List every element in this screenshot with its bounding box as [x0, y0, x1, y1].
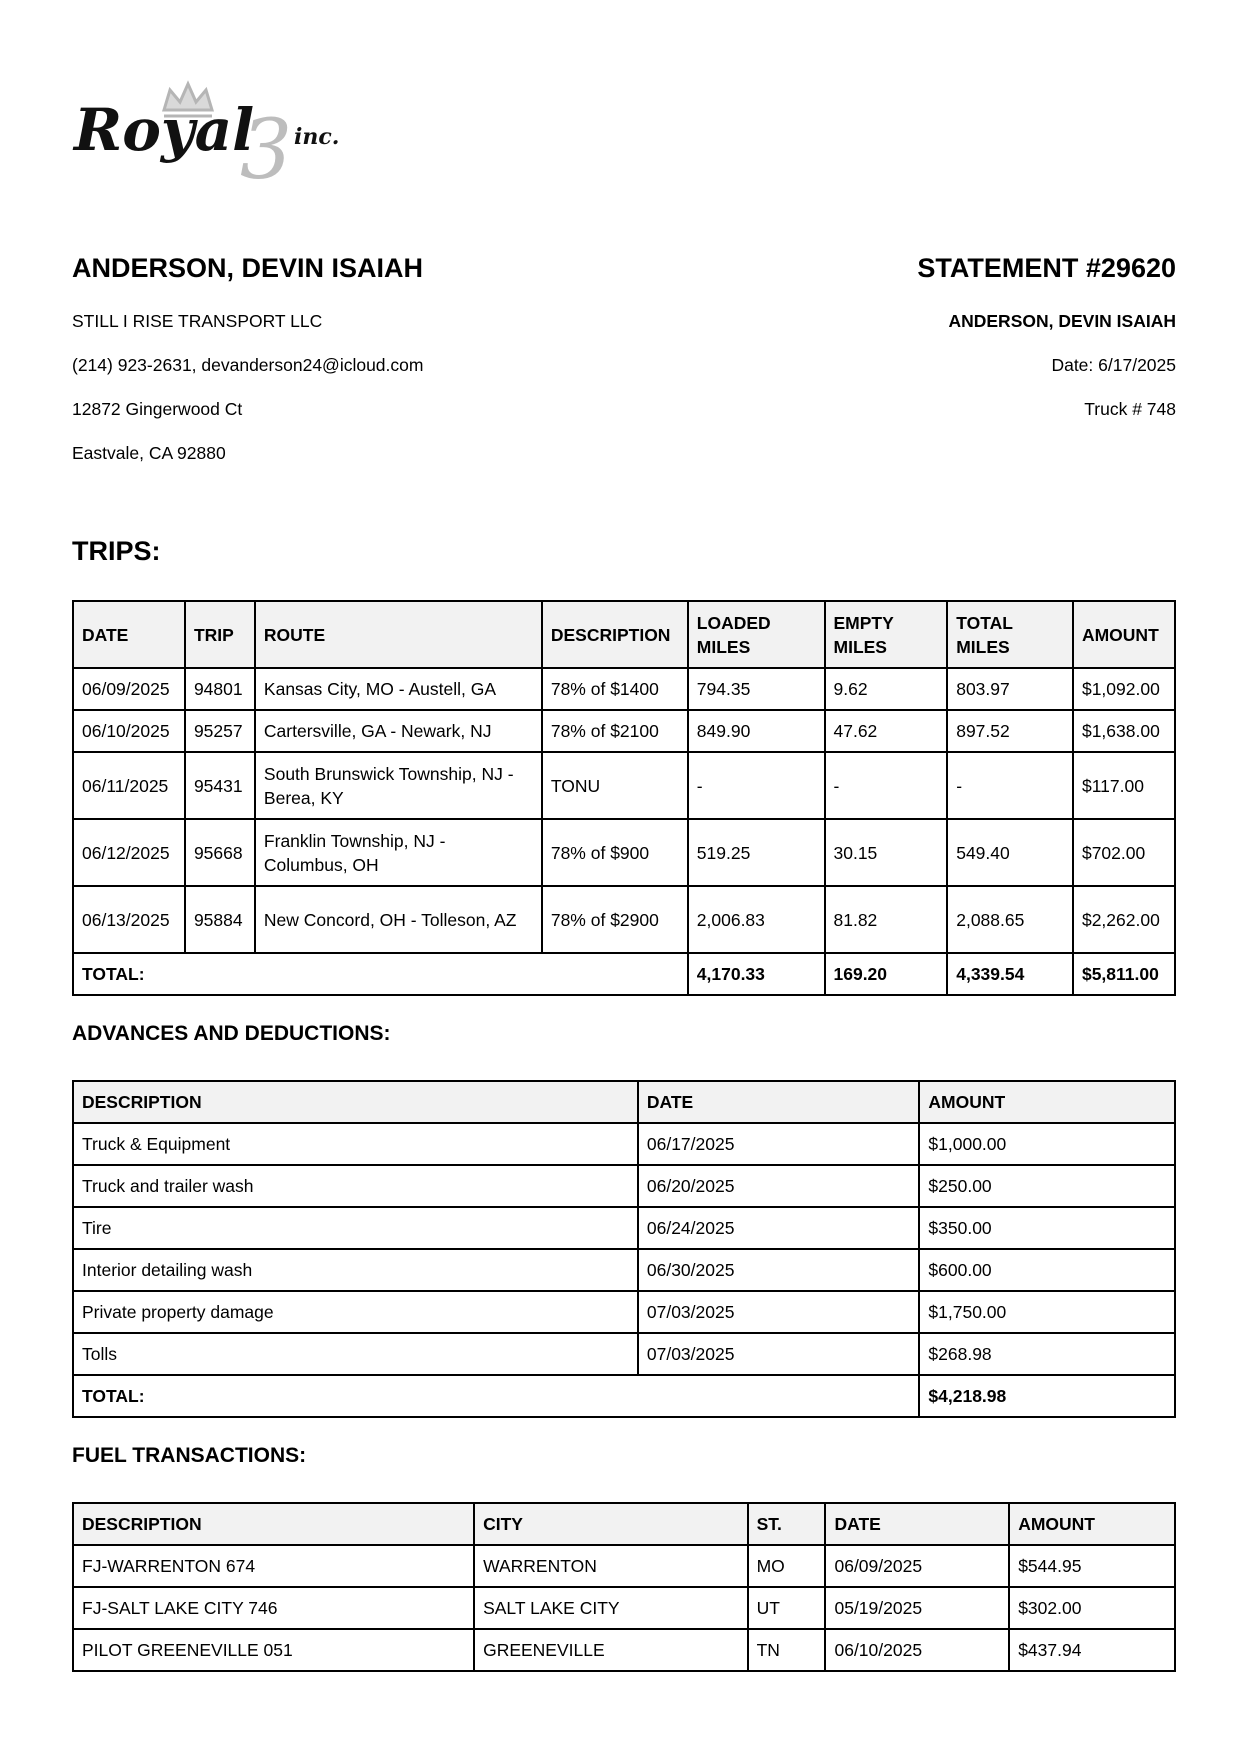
deduction-amount: $1,000.00	[919, 1123, 1175, 1165]
trip-date: 06/13/2025	[73, 886, 185, 953]
trip-amount: $117.00	[1073, 752, 1175, 819]
trip-total-miles: 803.97	[947, 668, 1073, 710]
deductions-total-amount: $4,218.98	[919, 1375, 1175, 1417]
trip-number: 95884	[185, 886, 255, 953]
trip-amount: $2,262.00	[1073, 886, 1175, 953]
driver-company: STILL I RISE TRANSPORT LLC	[72, 311, 323, 331]
trip-loaded-miles: 794.35	[688, 668, 825, 710]
trip-total-miles: 2,088.65	[947, 886, 1073, 953]
trip-total-miles: -	[947, 752, 1073, 819]
deduction-date: 06/20/2025	[638, 1165, 920, 1207]
statement-truck: Truck # 748	[1084, 399, 1176, 419]
table-row	[73, 1291, 1175, 1333]
fuel-city: WARRENTON	[474, 1545, 748, 1587]
fuel-city: GREENEVILLE	[474, 1629, 748, 1671]
trips-title: TRIPS:	[72, 536, 161, 566]
deductions-header-row	[73, 1081, 1175, 1123]
table-row	[73, 1333, 1175, 1375]
trip-empty-miles: -	[825, 752, 948, 819]
trip-date: 06/11/2025	[73, 752, 185, 819]
trip-amount: $1,638.00	[1073, 710, 1175, 752]
trip-route: Cartersville, GA - Newark, NJ	[255, 710, 542, 752]
company-logo	[72, 80, 382, 190]
table-row	[73, 668, 1175, 710]
trip-description: 78% of $900	[542, 819, 688, 886]
trip-loaded-miles: 849.90	[688, 710, 825, 752]
trip-number: 94801	[185, 668, 255, 710]
deduction-description: Truck and trailer wash	[73, 1165, 638, 1207]
deduction-amount: $1,750.00	[919, 1291, 1175, 1333]
fuel-amount: $437.94	[1009, 1629, 1175, 1671]
statement-driver-name: ANDERSON, DEVIN ISAIAH	[948, 311, 1176, 331]
trips-total-label: TOTAL:	[73, 953, 688, 995]
driver-name: ANDERSON, DEVIN ISAIAH	[72, 253, 424, 283]
trip-date: 06/12/2025	[73, 819, 185, 886]
col-header-city: CITY	[474, 1503, 748, 1545]
trips-header-row	[73, 601, 1175, 668]
trip-total-miles: 549.40	[947, 819, 1073, 886]
deduction-amount: $350.00	[919, 1207, 1175, 1249]
crown-logo-icon	[72, 80, 382, 190]
deduction-date: 07/03/2025	[638, 1333, 920, 1375]
deduction-description: Tire	[73, 1207, 638, 1249]
col-header-total-miles: TOTAL MILES	[947, 601, 1073, 668]
fuel-description: PILOT GREENEVILLE 051	[73, 1629, 474, 1671]
trip-route: South Brunswick Township, NJ - Berea, KY	[255, 752, 542, 819]
fuel-header-row	[73, 1503, 1175, 1545]
table-row	[73, 1123, 1175, 1165]
trip-description: 78% of $2100	[542, 710, 688, 752]
fuel-amount: $302.00	[1009, 1587, 1175, 1629]
fuel-amount: $544.95	[1009, 1545, 1175, 1587]
deductions-table	[72, 1080, 1176, 1418]
deduction-description: Truck & Equipment	[73, 1123, 638, 1165]
deductions-total-row	[73, 1375, 1175, 1417]
col-header-date: DATE	[825, 1503, 1009, 1545]
trip-empty-miles: 30.15	[825, 819, 948, 886]
trip-description: 78% of $2900	[542, 886, 688, 953]
trip-empty-miles: 9.62	[825, 668, 948, 710]
table-row	[73, 1629, 1175, 1671]
fuel-state: UT	[748, 1587, 826, 1629]
fuel-date: 06/09/2025	[825, 1545, 1009, 1587]
col-header-date: DATE	[638, 1081, 920, 1123]
fuel-title: FUEL TRANSACTIONS:	[72, 1444, 307, 1467]
fuel-table	[72, 1502, 1176, 1672]
trip-date: 06/09/2025	[73, 668, 185, 710]
table-row	[73, 819, 1175, 886]
deduction-amount: $250.00	[919, 1165, 1175, 1207]
col-header-trip: TRIP	[185, 601, 255, 668]
logo-suffix: inc.	[294, 124, 340, 150]
col-header-amount: AMOUNT	[1073, 601, 1175, 668]
trips-total-miles: 4,339.54	[947, 953, 1073, 995]
driver-info	[72, 250, 672, 464]
col-header-state: ST.	[748, 1503, 826, 1545]
fuel-description: FJ-SALT LAKE CITY 746	[73, 1587, 474, 1629]
trip-empty-miles: 81.82	[825, 886, 948, 953]
logo-name: Royal	[74, 96, 255, 164]
deduction-date: 07/03/2025	[638, 1291, 920, 1333]
trips-table	[72, 600, 1176, 996]
col-header-description: DESCRIPTION	[73, 1081, 638, 1123]
deduction-description: Interior detailing wash	[73, 1249, 638, 1291]
trip-description: 78% of $1400	[542, 668, 688, 710]
col-header-date: DATE	[73, 601, 185, 668]
trip-date: 06/10/2025	[73, 710, 185, 752]
fuel-city: SALT LAKE CITY	[474, 1587, 748, 1629]
driver-address-line1: 12872 Gingerwood Ct	[72, 399, 243, 419]
statement-info	[676, 250, 1176, 420]
trip-description: TONU	[542, 752, 688, 819]
statement-date: Date: 6/17/2025	[1051, 355, 1176, 375]
col-header-amount: AMOUNT	[1009, 1503, 1175, 1545]
col-header-amount: AMOUNT	[919, 1081, 1175, 1123]
trips-total-empty: 169.20	[825, 953, 948, 995]
fuel-state: MO	[748, 1545, 826, 1587]
trip-amount: $702.00	[1073, 819, 1175, 886]
deductions-title: ADVANCES AND DEDUCTIONS:	[72, 1022, 391, 1045]
trip-number: 95257	[185, 710, 255, 752]
col-header-description: DESCRIPTION	[542, 601, 688, 668]
deduction-description: Private property damage	[73, 1291, 638, 1333]
deduction-amount: $268.98	[919, 1333, 1175, 1375]
trip-route: Kansas City, MO - Austell, GA	[255, 668, 542, 710]
fuel-state: TN	[748, 1629, 826, 1671]
trip-loaded-miles: -	[688, 752, 825, 819]
fuel-description: FJ-WARRENTON 674	[73, 1545, 474, 1587]
deduction-description: Tolls	[73, 1333, 638, 1375]
deduction-date: 06/30/2025	[638, 1249, 920, 1291]
trip-loaded-miles: 2,006.83	[688, 886, 825, 953]
trip-route: Franklin Township, NJ - Columbus, OH	[255, 819, 542, 886]
trip-empty-miles: 47.62	[825, 710, 948, 752]
table-row	[73, 1207, 1175, 1249]
deduction-date: 06/24/2025	[638, 1207, 920, 1249]
trip-amount: $1,092.00	[1073, 668, 1175, 710]
deduction-date: 06/17/2025	[638, 1123, 920, 1165]
driver-contact: (214) 923-2631, devanderson24@icloud.com	[72, 355, 424, 375]
table-row	[73, 710, 1175, 752]
trips-total-loaded: 4,170.33	[688, 953, 825, 995]
logo-numeral: 3	[240, 103, 293, 190]
trip-route: New Concord, OH - Tolleson, AZ	[255, 886, 542, 953]
statement-title: STATEMENT #29620	[917, 253, 1176, 283]
trips-total-amount: $5,811.00	[1073, 953, 1175, 995]
table-row	[73, 752, 1175, 819]
trip-number: 95668	[185, 819, 255, 886]
deductions-total-label: TOTAL:	[73, 1375, 919, 1417]
table-row	[73, 886, 1175, 953]
driver-address-line2: Eastvale, CA 92880	[72, 443, 226, 463]
col-header-route: ROUTE	[255, 601, 542, 668]
col-header-empty-miles: EMPTY MILES	[825, 601, 948, 668]
fuel-date: 05/19/2025	[825, 1587, 1009, 1629]
col-header-loaded-miles: LOADED MILES	[688, 601, 825, 668]
table-row	[73, 1165, 1175, 1207]
trip-loaded-miles: 519.25	[688, 819, 825, 886]
deduction-amount: $600.00	[919, 1249, 1175, 1291]
trip-number: 95431	[185, 752, 255, 819]
table-row	[73, 1249, 1175, 1291]
fuel-date: 06/10/2025	[825, 1629, 1009, 1671]
trip-total-miles: 897.52	[947, 710, 1073, 752]
table-row	[73, 1545, 1175, 1587]
col-header-description: DESCRIPTION	[73, 1503, 474, 1545]
table-row	[73, 1587, 1175, 1629]
trips-total-row	[73, 953, 1175, 995]
